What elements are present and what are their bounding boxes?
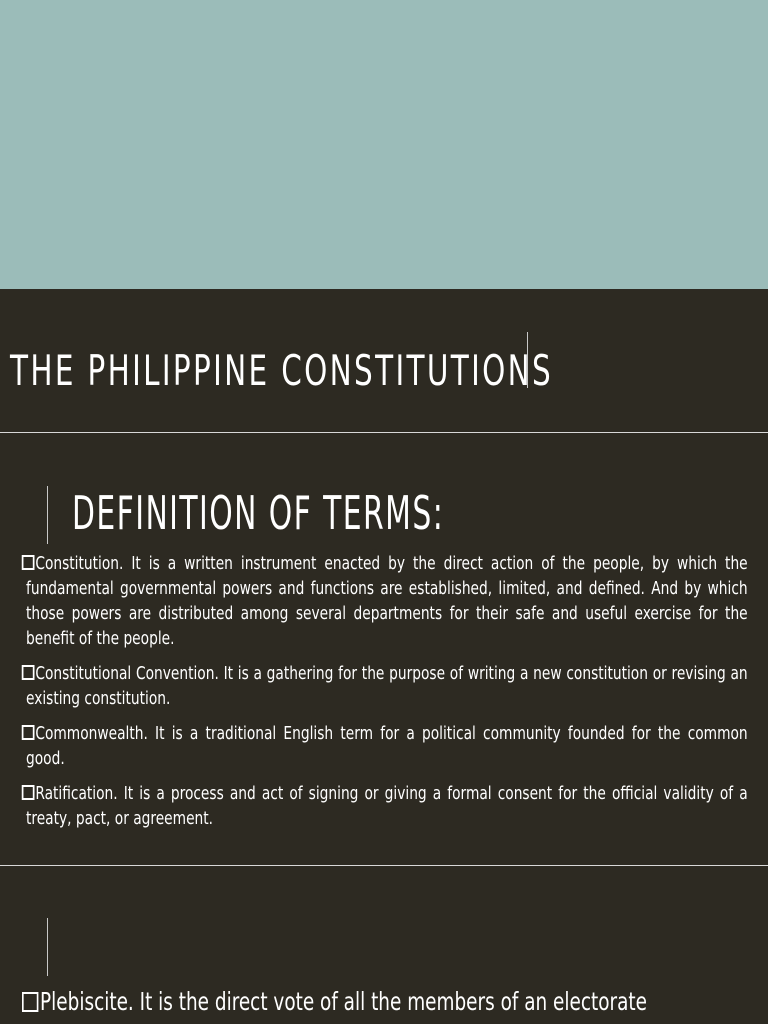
title-slide-top-band bbox=[0, 0, 768, 289]
checkbox-square-icon bbox=[22, 665, 35, 680]
slide-divider bbox=[0, 432, 768, 433]
checkbox-square-icon bbox=[22, 992, 38, 1012]
checkbox-square-icon bbox=[22, 555, 35, 570]
definition-item bbox=[26, 661, 748, 711]
plebiscite-text: Plebiscite. It is the direct vote of all the members of an electorate bbox=[40, 987, 647, 1016]
slide-divider bbox=[0, 865, 768, 866]
slide-accent-rule bbox=[47, 918, 48, 976]
definitions-heading: DEFINITION OF TERMS: bbox=[72, 486, 445, 540]
checkbox-square-icon bbox=[22, 725, 35, 740]
definition-item bbox=[26, 721, 748, 771]
title-slide bbox=[0, 0, 768, 432]
definition-item bbox=[26, 781, 748, 831]
definition-text: Ratification. It is a process and act of signing or giving a formal consent for the official validity of a treaty, pact, or agreement. bbox=[26, 783, 748, 829]
definitions-list bbox=[26, 551, 748, 841]
heading-accent-rule bbox=[47, 486, 48, 544]
definition-text: Constitutional Convention. It is a gathering for the purpose of writing a new constitution or revising an existing constitution. bbox=[26, 663, 748, 709]
definition-text: Commonwealth. It is a traditional English term for a political community founded for the common good. bbox=[26, 723, 748, 769]
plebiscite-item bbox=[22, 986, 647, 1018]
definition-text: Constitution. It is a written instrument enacted by the direct action of the people, by which the fundamental governmental powers and functions are established, limited, and defined. And by which those powers are distributed among several departments for their safe and useful exercise for the benefit of the people. bbox=[26, 553, 748, 649]
definition-item bbox=[26, 551, 748, 651]
slide-title: THE PHILIPPINE CONSTITUTIONS bbox=[10, 346, 554, 395]
checkbox-square-icon bbox=[22, 785, 35, 800]
